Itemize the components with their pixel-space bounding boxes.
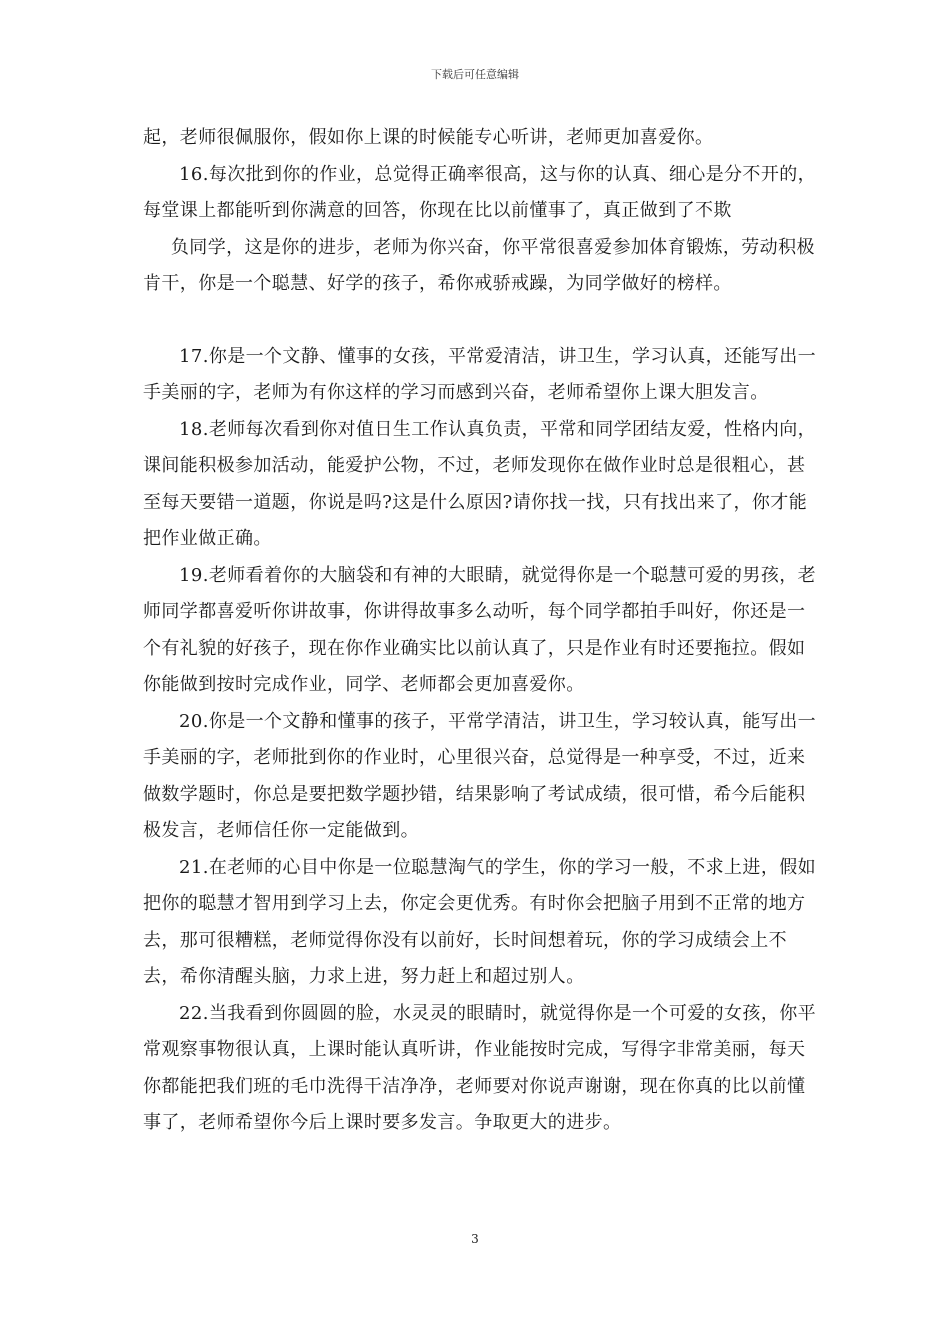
paragraph-16: 16.每次批到你的作业，总觉得正确率很高，这与你的认真、细心是分不开的，每堂课上都能听到你满意的回答，你现在比以前懂事了，真正做到了不欺 (143, 163, 817, 221)
paragraph-17: 17.你是一个文静、懂事的女孩，平常爱清洁，讲卫生，学习认真，还能写出一手美丽的字，老师为有你这样的学习而感到兴奋，老师希望你上课大胆发言。 (143, 345, 817, 403)
page-number: 3 (471, 1232, 479, 1246)
page-header: 下载后可任意编辑 (431, 68, 519, 81)
paragraph-gap (143, 303, 823, 339)
paragraph-22: 22.当我看到你圆圆的脸，水灵灵的眼睛时，就觉得你是一个可爱的女孩，你平常观察事物很认真，上课时能认真听讲，作业能按时完成，写得字非常美丽，每天你都能把我们班的毛巾洗得干洁净净，老师要对你说声谢谢，现在你真的比以前懂事了，老师希望你今后上课时要多发言。争取更大的进步。 (143, 1002, 817, 1133)
paragraph-continuation: 起，老师很佩服你，假如你上课的时候能专心听讲，老师更加喜爱你。 (143, 127, 714, 148)
paragraph-20: 20.你是一个文静和懂事的孩子，平常学清洁，讲卫生，学习较认真，能写出一手美丽的字，老师批到你的作业时，心里很兴奋，总觉得是一种享受，不过，近来做数学题时，你总是要把数学题抄错，结果影响了考试成绩，很可惜，希今后能积极发言，老师信任你一定能做到。 (143, 710, 817, 841)
paragraph-18: 18.老师每次看到你对值日生工作认真负责，平常和同学团结友爱，性格内向，课间能积极参加活动，能爱护公物，不过，老师发现你在做作业时总是很粗心，甚至每天要错一道题，你说是吗?这是什么原因?请你找一找，只有找出来了，你才能把作业做正确。 (143, 418, 817, 549)
document-body (143, 120, 823, 1142)
paragraph-19: 19.老师看着你的大脑袋和有神的大眼睛，就觉得你是一个聪慧可爱的男孩，老师同学都喜爱听你讲故事，你讲得故事多么动听，每个同学都拍手叫好，你还是一个有礼貌的好孩子，现在你作业确实比以前认真了，只是作业有时还要拖拉。假如你能做到按时完成作业，同学、老师都会更加喜爱你。 (143, 564, 817, 695)
paragraph-21: 21.在老师的心目中你是一位聪慧淘气的学生，你的学习一般，不求上进，假如把你的聪慧才智用到学习上去，你定会更优秀。有时你会把脑子用到不正常的地方去，那可很糟糕，老师觉得你没有以前好，长时间想着玩，你的学习成绩会上不去，希你清醒头脑，力求上进，努力赶上和超过别人。 (143, 856, 817, 987)
paragraph-16-continued: 负同学，这是你的进步，老师为你兴奋，你平常很喜爱参加体育锻炼，劳动积极肯干，你是一个聪慧、好学的孩子，希你戒骄戒躁，为同学做好的榜样。 (143, 236, 815, 294)
